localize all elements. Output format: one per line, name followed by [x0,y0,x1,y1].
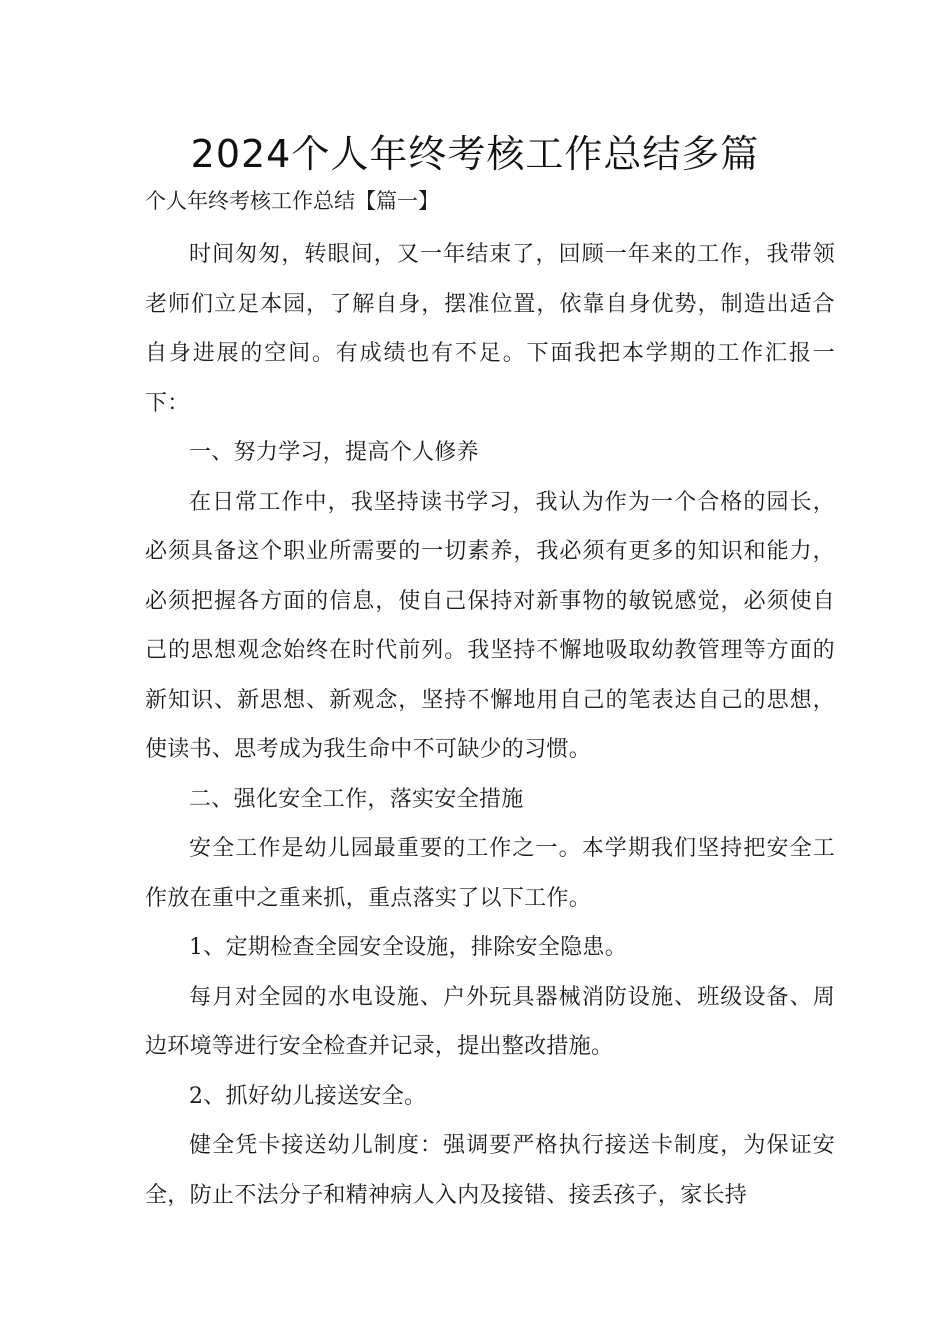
heading-safety: 二、强化安全工作，落实安全措施 [189,786,524,812]
paragraph-study: 在日常工作中，我坚持读书学习，我认为作为一个合格的园长，必须具备这个职业所需要的一切素养，我必须有更多的知识和能力，必须把握各方面的信息，使自己保持对新事物的敏锐感觉，必须使自己的思想观念始终在时代前列。我坚持不懈地吸取幼教管理等方面的新知识、新思想、新观念，坚持不懈地用自己的笔表达自己的思想，使读书、思考成为我生命中不可缺少的习惯。 [145,489,835,762]
item-pickup-safety: 2、抓好幼儿接送安全。 [189,1083,427,1109]
heading-study: 一、努力学习，提高个人修养 [189,440,479,465]
document-title: 2024个人年终考核工作总结多篇 [190,132,760,176]
section-subtitle: 个人年终考核工作总结【篇一】 [145,189,439,213]
paragraph-pickup-safety: 健全凭卡接送幼儿制度：强调要严格执行接送卡制度，为保证安全，防止不法分子和精神病人入内及接错、接丢孩子，家长持 [145,1133,835,1208]
paragraph-safety-inspection: 每月对全园的水电设施、户外玩具器械消防设施、班级设备、周边环境等进行安全检查并记录，提出整改措施。 [145,984,835,1059]
paragraph-safety: 安全工作是幼儿园最重要的工作之一。本学期我们坚持把安全工作放在重中之重来抓，重点落实了以下工作。 [145,836,835,911]
item-safety-inspection: 1、定期检查全园安全设施，排除安全隐患。 [189,935,627,960]
paragraph-intro: 时间匆匆，转眼间，又一年结束了，回顾一年来的工作，我带领老师们立足本园，了解自身，摆准位置，依靠自身优势，制造出适合自身进展的空间。有成绩也有不足。下面我把本学期的工作汇报一下： [145,242,835,416]
document-body [145,230,835,1220]
